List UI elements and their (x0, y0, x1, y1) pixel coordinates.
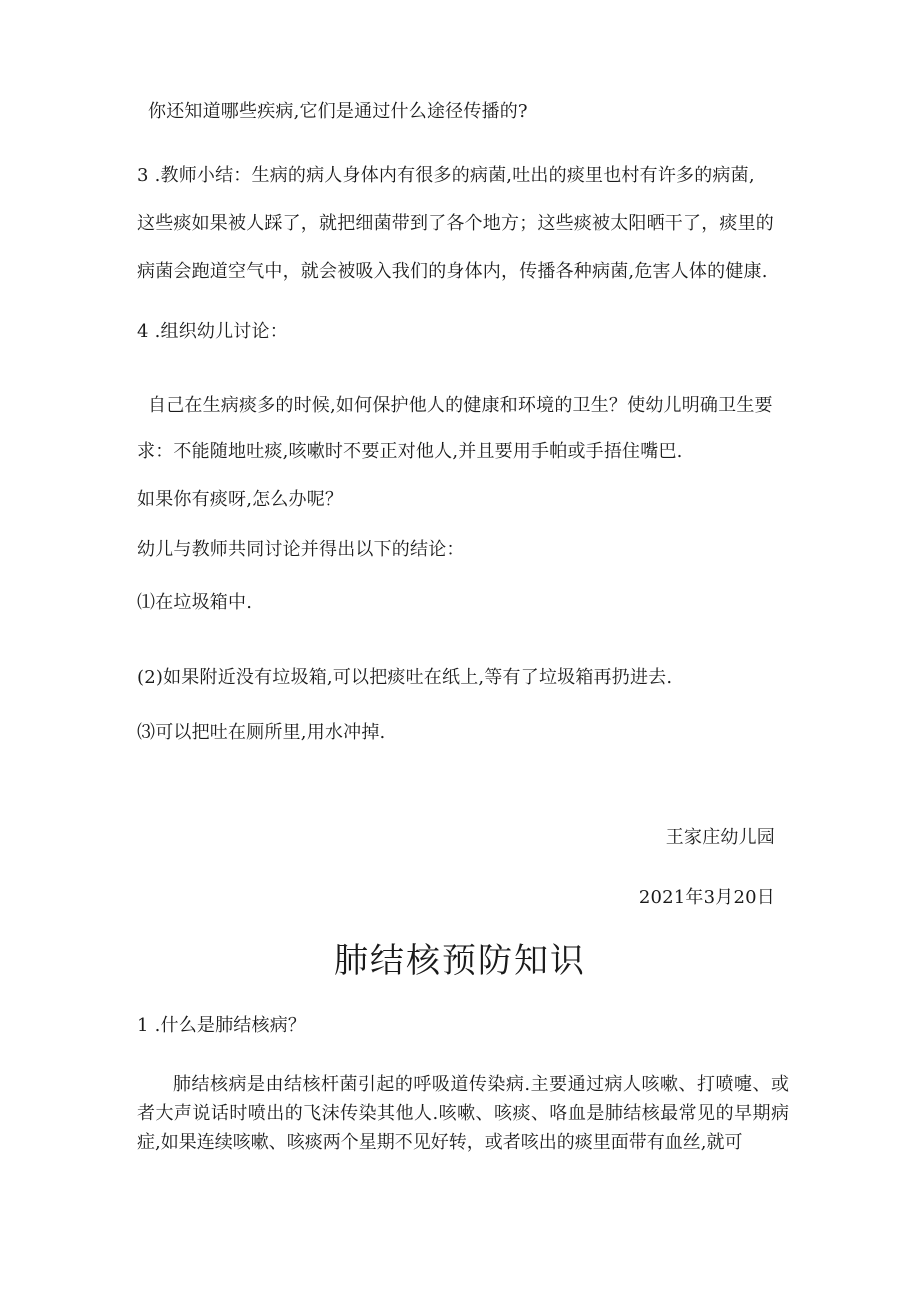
section-title: 肺结核预防知识 (334, 941, 586, 981)
section-paragraph: 肺结核病是由结核杆菌引起的呼吸道传染病.主要通过病人咳嗽、打喷嚏、或者大声说话时喷出的飞沫传染其他人.咳嗽、咳痰、咯血是肺结核最常见的早期病症,如果连续咳嗽、咳痰两个星期不见好转，或者咳出的痰里面带有血丝,就可 (137, 1074, 789, 1153)
teacher-summary-line-3: 病菌会跑道空气中，就会被吸入我们的身体内，传播各种病菌,危害人体的健康. (137, 261, 768, 282)
discussion-line-1: 自己在生病痰多的时候,如何保护他人的健康和环境的卫生？使幼儿明确卫生要 (148, 395, 773, 416)
signature-date: 2021年3月20日 (638, 887, 775, 908)
conclusion-item-1: ⑴在垃圾箱中. (137, 592, 253, 613)
discussion-heading: 4 .组织幼儿讨论： (137, 321, 288, 342)
section-question-1: 1 .什么是肺结核病？ (137, 1015, 307, 1036)
teacher-summary-line-2: 这些痰如果被人踩了，就把细菌带到了各个地方；这些痰被太阳晒干了，痰里的 (137, 213, 774, 234)
question-line: 你还知道哪些疾病,它们是通过什么途径传播的? (148, 101, 528, 122)
conclusion-item-2: (2)如果附近没有垃圾箱,可以把痰吐在纸上,等有了垃圾箱再扔进去. (137, 667, 673, 688)
discussion-line-2: 求：不能随地吐痰,咳嗽时不要正对他人,并且要用手帕或手捂住嘴巴. (137, 441, 683, 462)
conclusion-intro-line: 幼儿与教师共同讨论并得出以下的结论： (137, 539, 465, 560)
question-spit-line: 如果你有痰呀,怎么办呢？ (137, 489, 344, 510)
teacher-summary-line-1: 3 .教师小结：生病的病人身体内有很多的病菌,吐出的痰里也村有许多的病菌, (137, 165, 755, 186)
conclusion-item-3: ⑶可以把吐在厕所里,用水冲掉. (137, 722, 386, 743)
signature-org: 王家庄幼儿园 (665, 827, 775, 848)
